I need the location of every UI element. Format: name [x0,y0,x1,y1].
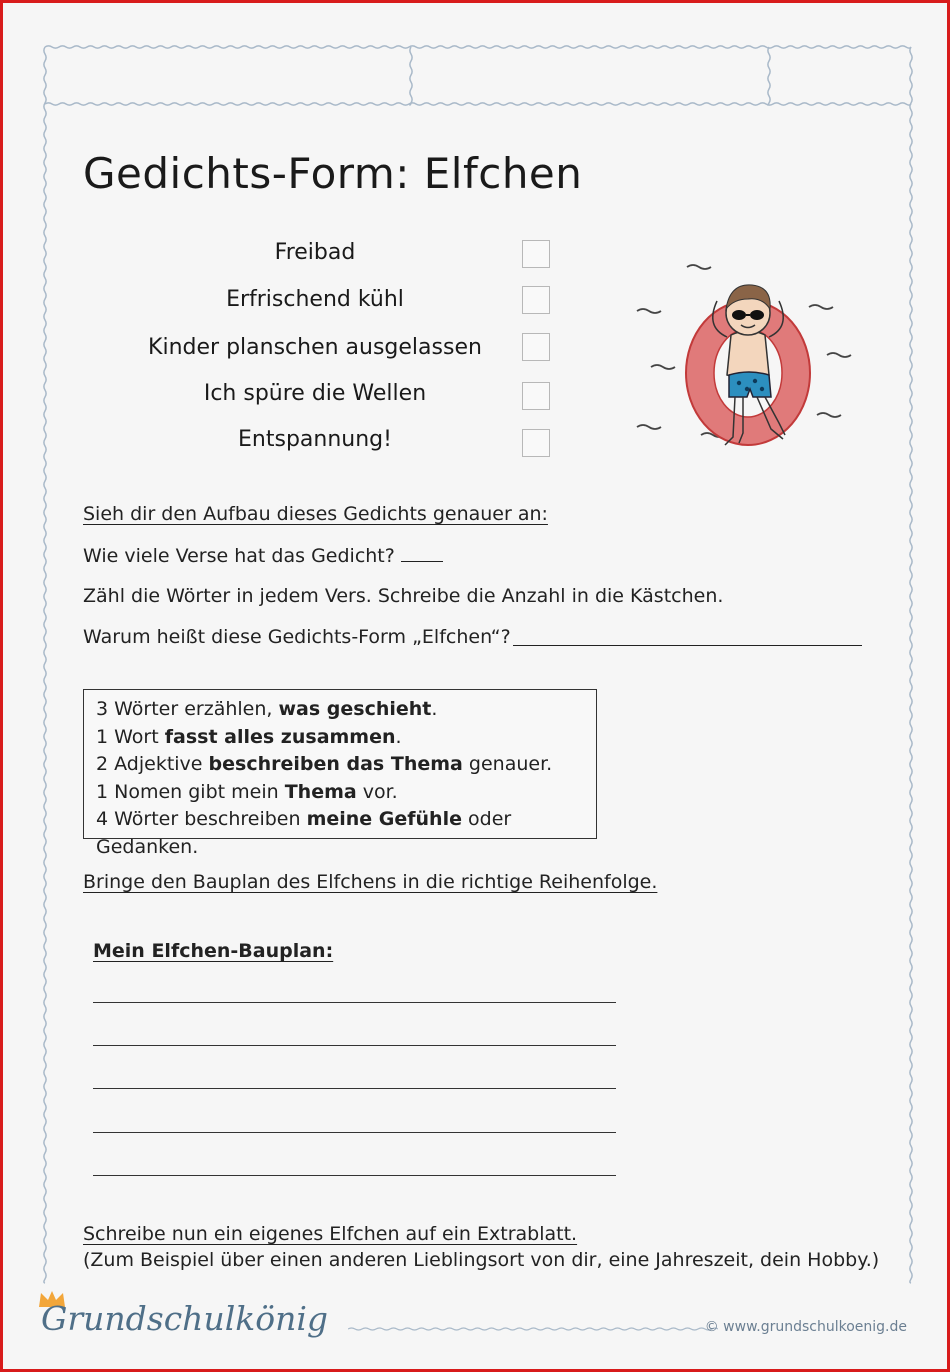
rule-row: 1 Nomen gibt mein Thema vor. [96,780,398,803]
question-verses [83,544,443,567]
instruction-look: Sieh dir den Aufbau dieses Gedichts genauer an: [83,503,548,525]
word-count-box-4[interactable] [522,382,550,410]
question-verses-text: Wie viele Verse hat das Gedicht? [83,545,395,567]
child-on-swim-ring-illustration [631,255,861,467]
plan-write-line-3[interactable] [93,1088,616,1089]
plan-write-line-5[interactable] [93,1175,616,1176]
question-word-count: Zähl die Wörter in jedem Vers. Schreibe die Anzahl in die Kästchen. [83,585,724,607]
wavy-frame [3,3,950,1372]
plan-heading: Mein Elfchen-Bauplan: [93,940,334,962]
brand-logo-text: Grundschulkönig [41,1299,329,1338]
copyright-text: © www.grundschulkoenig.de [704,1319,907,1335]
footer-wavy-divider [348,1323,718,1335]
poem-line-4: Ich spüre die Wellen [203,381,427,406]
plan-write-line-2[interactable] [93,1045,616,1046]
rule-row: 1 Wort fasst alles zusammen. [96,725,402,748]
plan-write-line-1[interactable] [93,1002,616,1003]
final-hint: (Zum Beispiel über einen anderen Lieblingsort von dir, eine Jahreszeit, dein Hobby.) [83,1249,880,1271]
final-task: Schreibe nun ein eigenes Elfchen auf ein Extrablatt. [83,1223,578,1245]
page-title: Gedichts-Form: Elfchen [83,149,583,198]
answer-blank-verses[interactable] [401,544,443,562]
order-task: Bringe den Bauplan des Elfchens in die richtige Reihenfolge. [83,871,658,893]
word-count-box-3[interactable] [522,333,550,361]
word-count-box-5[interactable] [522,429,550,457]
poem-line-5: Entspannung! [238,427,392,452]
poem-line-2: Erfrischend kühl [226,287,404,312]
plan-write-line-4[interactable] [93,1132,616,1133]
question-name: Warum heißt diese Gedichts-Form „Elfchen“? [83,626,511,648]
rule-row: 2 Adjektive beschreiben das Thema genauer. [96,753,553,775]
word-count-box-2[interactable] [522,286,550,314]
answer-blank-name[interactable] [513,645,862,646]
poem-line-3: Kinder planschen ausgelassen [148,335,482,360]
bauplan-rules-box [83,689,597,858]
poem-line-1: Freibad [274,240,356,265]
rule-row: 4 Wörter beschreiben meine Gefühle oder Gedanken. [96,808,512,858]
word-count-box-1[interactable] [522,240,550,268]
rule-row: 3 Wörter erzählen, was geschieht. [96,698,438,720]
